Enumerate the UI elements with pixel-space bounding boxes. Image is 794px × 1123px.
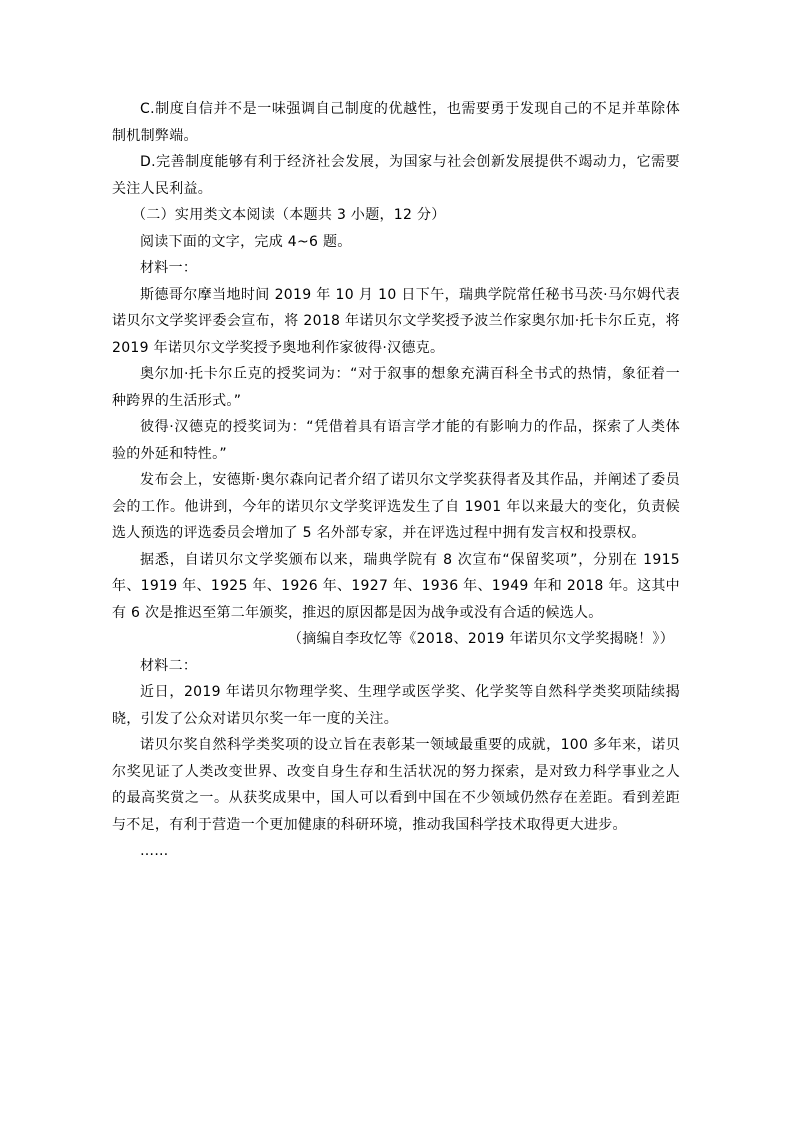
material-2-paragraph: 诺贝尔奖自然科学类奖项的设立旨在表彰某一领域最重要的成就，100 多年来，诺贝尔奖见证了人类改变世界、改变自身生存和生活状况的努力探索，是对致力科学事业之人的最高奖赏之一。从获奖成果中，国人可以看到中国在不少领域仍然存在差距。看到差距与不足，有利于营造一个更加健康的科研环境，推动我国科学技术取得更大进步。 <box>112 737 680 833</box>
material-1-paragraph: 奥尔加·托卡尔丘克的授奖词为：“对于叙事的想象充满百科全书式的热情，象征着一种跨界的生活形式。” <box>112 366 680 409</box>
material-2-label: 材料二： <box>140 657 198 674</box>
material-1-paragraph: 斯德哥尔摩当地时间 2019 年 10 月 10 日下午，瑞典学院常任秘书马茨·马尔姆代表诺贝尔文学奖评委会宣布，将 2018 年诺贝尔文学奖授予波兰作家奥尔加·托卡尔丘克，将 2019 年诺贝尔文学奖授予奥地利作家彼得·汉德克。 <box>112 286 680 356</box>
ellipsis: …… <box>140 843 169 859</box>
option-c: C.制度自信并不是一味强调自己制度的优越性，也需要勇于发现自己的不足并革除体制机制弊端。 <box>112 101 680 144</box>
material-1-paragraph: 发布会上，安德斯·奥尔森向记者介绍了诺贝尔文学奖获得者及其作品，并阐述了委员会的工作。他讲到，今年的诺贝尔文学奖评选发生了自 1901 年以来最大的变化，负责候选人预选的评选委员会增加了 5 名外部专家，并在评选过程中拥有发言权和投票权。 <box>112 472 680 541</box>
material-1-label: 材料一： <box>140 260 198 276</box>
material-1-paragraph: 彼得·汉德克的授奖词为：“凭借着具有语言学才能的有影响力的作品，探索了人类体验的外延和特性。” <box>112 419 680 462</box>
option-d: D.完善制度能够有利于经济社会发展，为国家与社会创新发展提供不竭动力，它需要关注人民利益。 <box>112 154 680 197</box>
material-1-source: （摘编自李玫忆等《2018、2019 年诺贝尔文学奖揭晓！》） <box>287 631 674 647</box>
material-1-paragraph: 据悉，自诺贝尔文学奖颁布以来，瑞典学院有 8 次宣布“保留奖项”，分别在 1915 年、1919 年、1925 年、1926 年、1927 年、1936 年、1949 年和 2018 年。这其中有 6 次是推迟至第二年颁奖，推迟的原因都是因为战争或没有合适的候选人。 <box>112 551 680 621</box>
section-heading: （二）实用类文本阅读（本题共 3 小题，12 分） <box>132 207 446 223</box>
material-2-paragraph: 近日，2019 年诺贝尔物理学奖、生理学或医学奖、化学奖等自然科学类奖项陆续揭晓，引发了公众对诺贝尔奖一年一度的关注。 <box>112 684 680 727</box>
instruction: 阅读下面的文字，完成 4~6 题。 <box>140 233 352 250</box>
document-page <box>112 96 680 865</box>
